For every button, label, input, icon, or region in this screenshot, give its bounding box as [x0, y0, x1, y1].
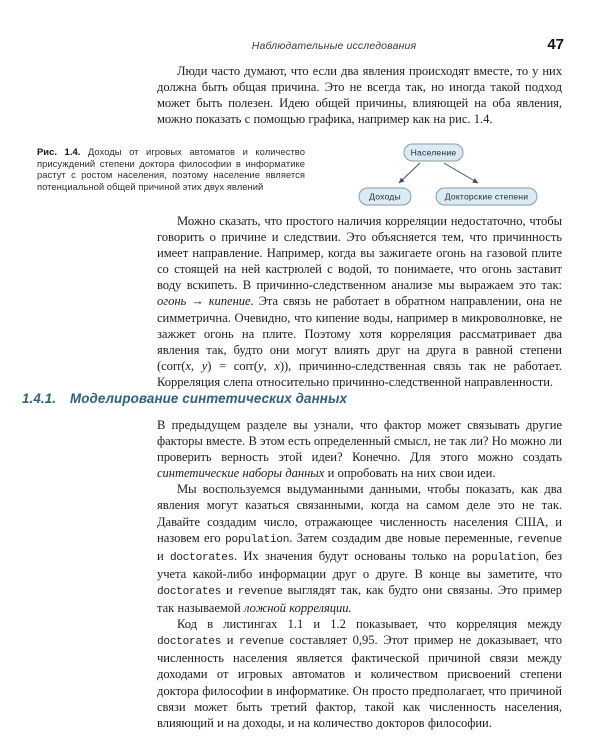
section-title: Моделирование синтетических данных	[70, 391, 348, 406]
p2-var-x1: x	[185, 358, 191, 373]
running-head	[48, 36, 564, 54]
p5-part-c: составляет 0,95. Этот пример не доказывает, что численность населения является фактической причиной связи между доходами от игровых автоматов и количеством присвоений степени доктора философии в информатике. Он просто предполагает, что причиной связи может быть третий фактор, такой как численность населения, влияющий и на доходы, и на количество докторов философии.	[157, 633, 562, 730]
p3-part-b: и опробовать на них свои идеи.	[324, 466, 496, 481]
figure-diagram	[352, 141, 584, 213]
section-heading	[22, 391, 562, 406]
p4-part-c: и	[157, 548, 170, 563]
paragraph-block-3	[157, 417, 562, 731]
p3-part-a: В предыдущем разделе вы узнали, что фактор может связывать другие факторы вместе. В этом есть определенный смысл, не так ли? Но можно ли проверить верность этой идеи? Конечно. Для этого можно создать	[157, 418, 562, 465]
paragraph-4	[157, 481, 562, 616]
p2-part-f: )), причинно-следственная связь так не работает. Корреляция слепа относительно причинно-следственной направленности.	[157, 358, 562, 389]
paragraph-3	[157, 417, 562, 481]
p4-code-population-2: population	[471, 551, 536, 564]
p4-code-revenue-1: revenue	[517, 533, 563, 546]
paragraph-block-1	[157, 63, 562, 127]
p4-part-a: Мы воспользуемся выдуманными данными, чтобы показать, как два явления могут казаться связанными, когда на самом деле это не так. Давайте создадим число, отражающее численность населения США, и назовем его	[157, 482, 562, 545]
paragraph-1: Люди часто думают, что если два явления происходят вместе, то у них должна быть общая причина. Это не всегда так, но иногда такой подход может быть полезен. Идею общей причины, влияющей на оба явления, можно показать с помощью графика, например как на рис. 1.4.	[157, 64, 562, 127]
p4-code-revenue-2: revenue	[237, 585, 283, 598]
p5-part-b: и	[221, 633, 240, 648]
figure-caption	[37, 146, 305, 192]
p2-part-e: ,	[263, 358, 275, 373]
figure-caption-text: Доходы от игровых автоматов и количество присуждений степени доктора философии в информатике растут с ростом населения, поэтому население является потенциальной общей причиной этих двух явлений	[37, 146, 305, 192]
p4-part-b: . Затем создадим две новые переменные,	[289, 530, 518, 545]
p4-part-g: выглядят так, как будто они связаны. Это пример так называемой	[157, 582, 562, 616]
p4-part-d: . Их значения будут основаны только на	[234, 548, 472, 563]
p2-part-c: ,	[190, 358, 202, 373]
node-income-label: Доходы	[369, 191, 401, 202]
edge-population-to-doctorates	[444, 163, 478, 183]
p2-var-y1: y	[201, 358, 208, 373]
p4-part-f: и	[221, 582, 238, 597]
p2-part-b: Эта связь не работает в обратном направлении, она не симметрична. Очевидно, что кипение воды, например в микроволновке, не зажжет огонь на плите. Поэтому хотя корреляция рассматривает два явления так, будто они могут влиять друг на друга в равной степени (corr(	[157, 294, 562, 373]
page-number: 47	[547, 36, 564, 53]
p4-code-population-1: population	[225, 533, 290, 546]
p4-code-doctorates-1: doctorates	[169, 551, 235, 564]
p2-emphasis-fire-boiling: огонь → кипение.	[157, 294, 254, 309]
p2-part-d: ) = corr(	[207, 358, 258, 373]
p4-part-e: , без учета какой-либо информации друг о друге. В конце вы заметите, что	[157, 548, 563, 581]
p5-part-a: Код в листингах 1.1 и 1.2 показывает, что корреляция между	[177, 617, 562, 632]
figure-caption-label: Рис. 1.4.	[37, 146, 81, 157]
paragraph-2	[157, 213, 562, 390]
p5-code-doctorates: doctorates	[157, 636, 222, 649]
p2-part-a: Можно сказать, что простого наличия корреляции недостаточно, чтобы говорить о причине и следствии. Это объясняется тем, что причинность имеет направление. Например, когда вы зажигаете огонь на газовой плите со стоящей на ней кастрюлей с водой, то понимаете, что огонь заставит воду вскипеть. В причинно-следственном анализе мы выражаем это так:	[157, 214, 562, 293]
section-number: 1.4.1.	[22, 391, 57, 406]
paragraph-block-2	[157, 213, 562, 390]
running-head-title: Наблюдательные исследования	[251, 40, 417, 52]
p5-code-revenue: revenue	[239, 636, 284, 649]
p2-var-x2: x	[274, 358, 280, 373]
edge-population-to-income	[399, 163, 420, 183]
p4-code-doctorates-2: doctorates	[157, 585, 222, 598]
node-population-label: Население	[410, 147, 457, 158]
causal-diagram-svg	[352, 141, 584, 213]
paragraph-5	[157, 616, 562, 731]
node-doctorates-label: Докторские степени	[444, 191, 529, 202]
p4-emphasis-spurious-correlation: ложной корреляции.	[244, 601, 352, 616]
p2-var-y2: y	[257, 358, 264, 373]
p3-emphasis-synthetic-datasets: синтетические наборы данных	[157, 466, 325, 481]
